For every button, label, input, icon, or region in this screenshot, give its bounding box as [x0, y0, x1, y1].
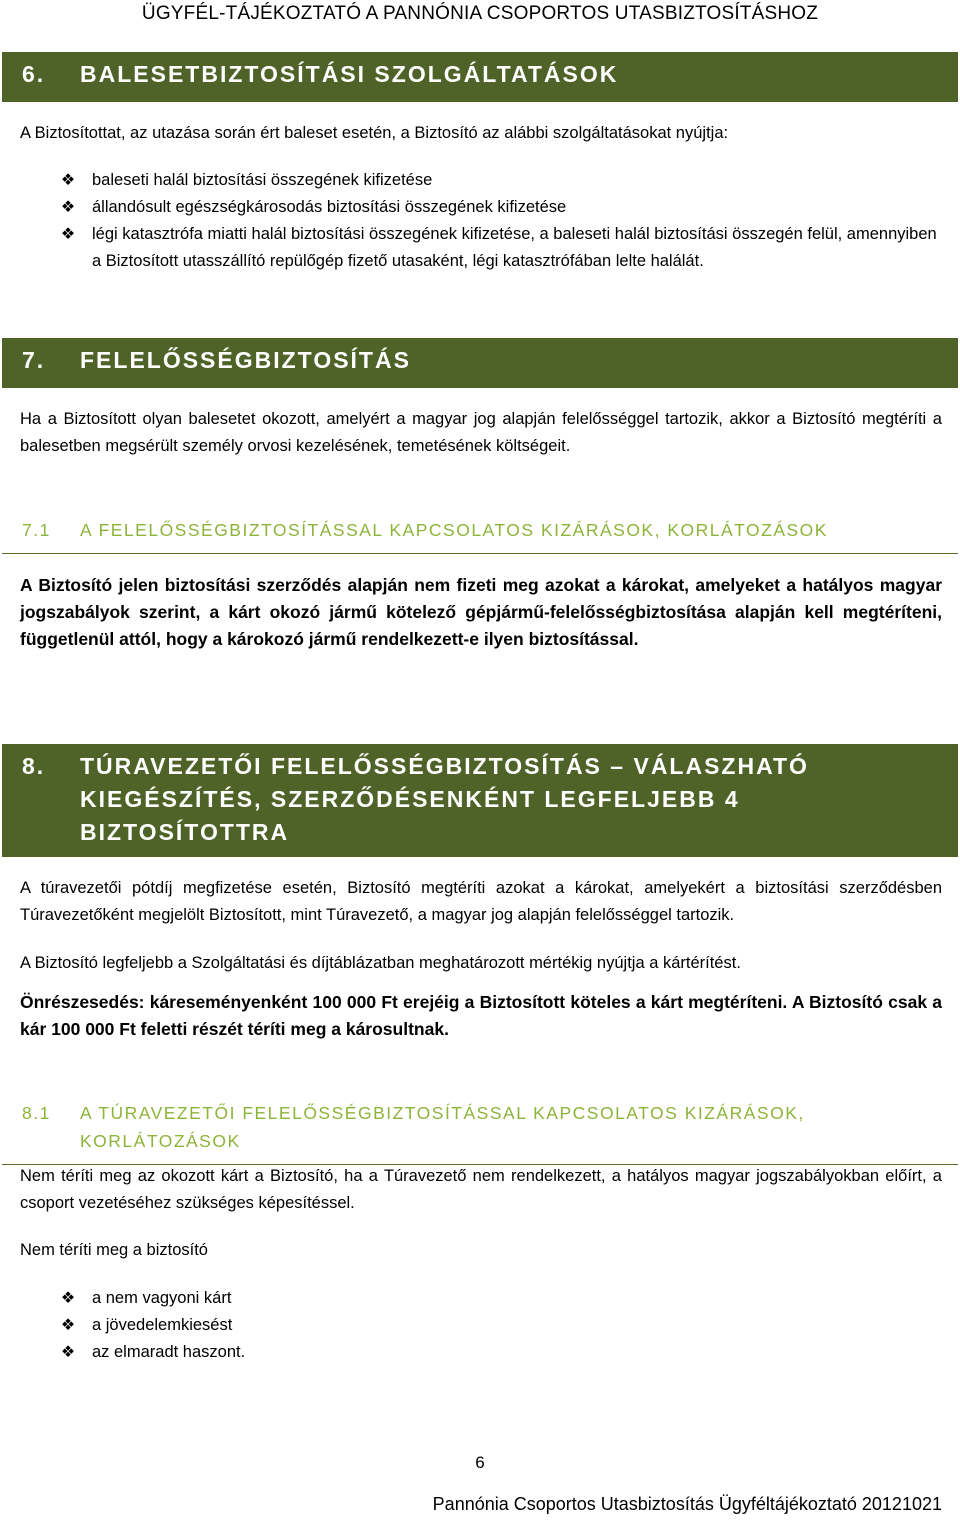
section-8-1-paragraph-1: Nem téríti meg az okozott kárt a Biztosító, ha a Túravezető nem rendelkezett, a hatályos magyar jogszabályokban előírt, a csoport vezetéséhez szükséges képesítéssel.: [20, 1167, 942, 1212]
diamond-bullet-icon: ❖: [60, 226, 76, 243]
list-item: ❖ légi katasztrófa miatti halál biztosítási összegének kifizetése, a baleseti halál biztosítási összegén felül, amennyiben a Biztosított utasszállító repülőgép fizető utasaként, légi katasztrófában lelte halálát.: [20, 221, 942, 275]
section-8-1-bullet-list: [20, 1285, 942, 1366]
section-title: TÚRAVEZETŐI FELELŐSSÉGBIZTOSÍTÁS – VÁLASZHATÓ KIEGÉSZÍTÉS, SZERZŐDÉSENKÉNT LEGFELJEBB 4 BIZTOSÍTOTTRA: [80, 753, 809, 845]
diamond-bullet-icon: ❖: [60, 1344, 76, 1361]
list-item: ❖ baleseti halál biztosítási összegének kifizetése: [20, 167, 942, 194]
diamond-bullet-icon: ❖: [60, 172, 76, 189]
section-6-bullet-list: [20, 167, 942, 275]
section-title: BALESETBIZTOSÍTÁSI SZOLGÁLTATÁSOK: [80, 61, 619, 87]
section-7-1-heading: [2, 511, 958, 554]
section-7-1-text: A Biztosító jelen biztosítási szerződés alapján nem fizeti meg azokat a károkat, amelyeket a hatályos magyar jogszabályok szerint, a kárt okozó jármű kötelező gépjármű-felelősségbiztosítása alapján kell megtéríteni, függetlenül attól, hogy a károkozó jármű rendelkezett-e ilyen biztosítással.: [20, 575, 942, 649]
section-title: A FELELŐSSÉGBIZTOSÍTÁSSAL KAPCSOLATOS KIZÁRÁSOK, KORLÁTOZÁSOK: [80, 520, 828, 540]
section-number: 7.: [22, 347, 46, 373]
section-8-paragraph-1: A túravezetői pótdíj megfizetése esetén, Biztosító megtéríti azokat a károkat, amelyekért a biztosítási szerződésben Túravezetőként megjelölt Biztosított, mint Túravezető, a magyar jog alapján felelősséggel tartozik.: [20, 879, 942, 924]
list-item: ❖ az elmaradt haszont.: [20, 1339, 942, 1366]
list-item: ❖ a nem vagyoni kárt: [20, 1285, 942, 1312]
section-title: FELELŐSSÉGBIZTOSÍTÁS: [80, 347, 411, 373]
section-number: 7.1: [22, 520, 51, 540]
section-8-deductible: Önrészesedés: káreseményenként 100 000 Ft erejéig a Biztosított köteles a kárt megtéríteni. A Biztosító csak a kár 100 000 Ft feletti részét téríti meg a károsultnak.: [20, 992, 942, 1039]
section-number: 6.: [22, 61, 46, 87]
diamond-bullet-icon: ❖: [60, 1317, 76, 1334]
section-6-intro: A Biztosítottat, az utazása során ért baleset esetén, a Biztosító az alábbi szolgáltatásokat nyújtja:: [20, 124, 729, 142]
section-title: A TÚRAVEZETŐI FELELŐSSÉGBIZTOSÍTÁSSAL KAPCSOLATOS KIZÁRÁSOK, KORLÁTOZÁSOK: [80, 1103, 805, 1151]
section-8-1-paragraph-2: Nem téríti meg a biztosító: [20, 1241, 208, 1259]
list-item: ❖ állandósult egészségkárosodás biztosítási összegének kifizetése: [20, 194, 942, 221]
section-number: 8.1: [22, 1103, 51, 1123]
section-7-heading: [2, 338, 958, 388]
section-8-paragraph-2: A Biztosító legfeljebb a Szolgáltatási és díjtáblázatban meghatározott mértékig nyújtja a kártérítést.: [20, 954, 741, 972]
section-6-heading: [2, 52, 958, 102]
diamond-bullet-icon: ❖: [60, 199, 76, 216]
page-number: 6: [475, 1453, 485, 1472]
section-7-text: Ha a Biztosított olyan balesetet okozott, amelyért a magyar jog alapján felelősséggel tartozik, akkor a Biztosító megtéríti a balesetben megsérült személy orvosi kezelésének, temetésének költségeit.: [20, 410, 942, 455]
document-header: ÜGYFÉL-TÁJÉKOZTATÓ A PANNÓNIA CSOPORTOS UTASBIZTOSÍTÁSHOZ: [141, 3, 819, 24]
section-8-1-heading: [2, 1094, 958, 1165]
diamond-bullet-icon: ❖: [60, 1290, 76, 1307]
section-number: 8.: [22, 753, 46, 779]
document-footer: Pannónia Csoportos Utasbiztosítás Ügyféltájékoztató 20121021: [432, 1494, 942, 1514]
list-item: ❖ a jövedelemkiesést: [20, 1312, 942, 1339]
section-8-heading: [2, 744, 958, 857]
